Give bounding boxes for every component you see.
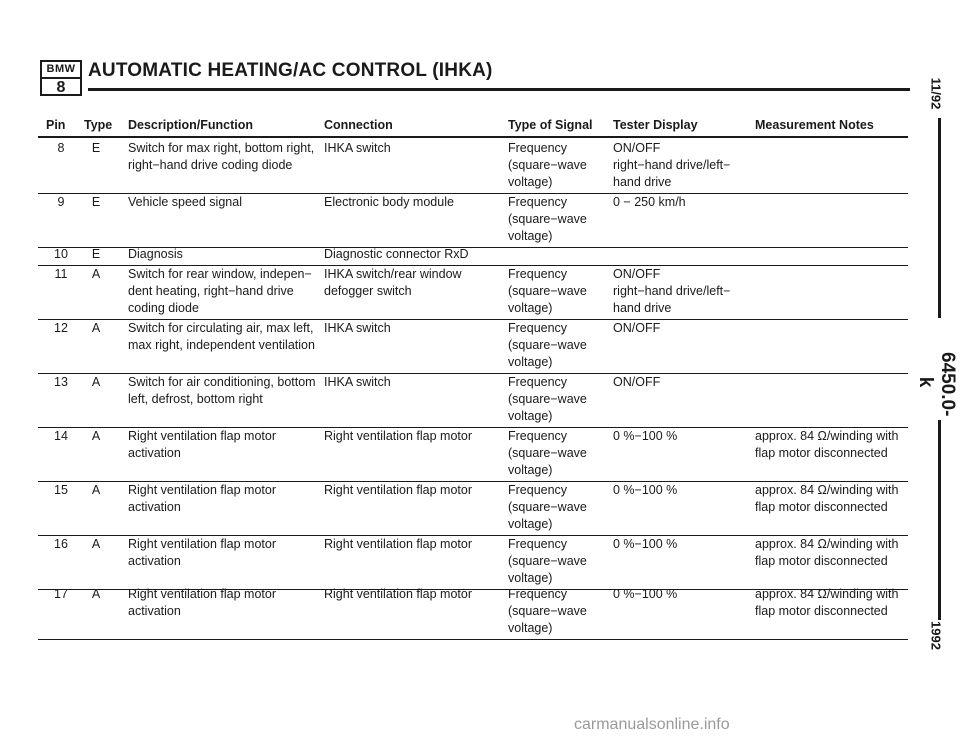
pin-cell: 17 [54,587,68,601]
connection-cell-line: IHKA switch [324,141,391,155]
description-cell [128,320,315,354]
connection-cell-line: Diagnostic connector RxD [324,247,469,261]
connection-cell-line: defogger switch [324,284,412,298]
description-cell [128,536,276,570]
header-tester-display: Tester Display [613,118,698,132]
tester-display-cell [613,266,730,317]
signal-cell-line: voltage) [508,571,553,585]
signal-cell-line: Frequency [508,587,568,601]
bmw-logo [40,60,82,96]
signal-cell-line: voltage) [508,175,553,189]
description-cell-line: activation [128,554,181,568]
tester-display-cell-line: ON/OFF [613,375,661,389]
description-cell-line: right−hand drive coding diode [128,158,293,172]
measurement-notes-cell-line: approx. 84 Ω/winding with [755,537,899,551]
tester-display-cell [613,374,660,391]
header-measurement-notes: Measurement Notes [755,118,874,132]
description-cell-line: Right ventilation flap motor [128,537,276,551]
connection-cell-line: Electronic body module [324,195,454,209]
logo-series-number: 8 [56,79,66,96]
description-cell-line: Right ventilation flap motor [128,483,276,497]
measurement-notes-cell-line: approx. 84 Ω/winding with [755,483,899,497]
signal-cell-line: Frequency [508,321,568,335]
connection-cell [324,320,391,337]
signal-cell-line: (square−wave [508,446,587,460]
connection-cell-line: Right ventilation flap motor [324,429,472,443]
measurement-notes-cell [755,536,898,570]
description-cell-line: activation [128,500,181,514]
signal-cell-line: (square−wave [508,158,587,172]
pin-cell: 15 [54,483,68,497]
description-cell [128,140,314,174]
pin-cell: 14 [54,429,68,443]
description-cell [128,266,312,317]
connection-cell [324,246,469,263]
page-title: AUTOMATIC HEATING/AC CONTROL (IHKA) [88,60,493,81]
signal-cell-line: Frequency [508,141,568,155]
measurement-notes-cell-line: approx. 84 Ω/winding with [755,587,899,601]
tester-display-cell-line: 0 − 250 km/h [613,195,686,209]
pin-cell: 11 [54,267,68,281]
tester-display-cell-line: 0 %−100 % [613,483,678,497]
signal-cell-line: Frequency [508,267,568,281]
header-pin: Pin [46,118,66,132]
connection-cell [324,140,391,157]
description-cell [128,586,276,620]
measurement-notes-cell [755,482,898,516]
connection-cell [324,482,472,499]
tester-display-cell [613,320,660,337]
type-cell: A [91,483,101,497]
description-cell-line: left, defrost, bottom right [128,392,263,406]
pin-cell: 13 [54,375,68,389]
type-cell: E [91,195,101,209]
header-description: Description/Function [128,118,253,132]
signal-cell [508,586,587,637]
description-cell-line: Switch for circulating air, max left, [128,321,314,335]
measurement-notes-cell-line: flap motor disconnected [755,500,888,514]
type-cell: A [91,375,101,389]
signal-cell-line: (square−wave [508,284,587,298]
watermark: carmanualsonline.info [574,716,730,733]
tester-display-cell-line: right−hand drive/left− [613,284,731,298]
description-cell [128,374,316,408]
measurement-notes-cell-line: flap motor disconnected [755,554,888,568]
type-cell: E [91,141,101,155]
connection-cell [324,428,472,445]
description-cell-line: activation [128,446,181,460]
connection-cell-line: Right ventilation flap motor [324,537,472,551]
type-cell: A [91,429,101,443]
measurement-notes-cell-line: flap motor disconnected [755,604,888,618]
tester-display-cell [613,482,677,499]
pin-cell: 16 [54,537,68,551]
tester-display-cell-line: 0 %−100 % [613,429,678,443]
signal-cell-line: voltage) [508,301,553,315]
type-cell: E [91,247,101,261]
signal-cell [508,536,587,587]
pin-cell: 8 [57,141,65,155]
signal-cell [508,482,587,533]
tester-display-cell-line: 0 %−100 % [613,587,678,601]
signal-cell [508,266,587,317]
signal-cell-line: (square−wave [508,500,587,514]
tester-display-cell-line: hand drive [613,175,672,189]
pin-cell: 12 [54,321,68,335]
signal-cell-line: Frequency [508,195,568,209]
connection-cell-line: Right ventilation flap motor [324,587,472,601]
description-cell-line: Vehicle speed signal [128,195,242,209]
measurement-notes-cell-line: approx. 84 Ω/winding with [755,429,899,443]
signal-cell [508,194,587,245]
header-signal: Type of Signal [508,118,593,132]
signal-cell-line: (square−wave [508,212,587,226]
signal-cell-line: (square−wave [508,392,587,406]
signal-cell-line: voltage) [508,463,553,477]
signal-cell [508,428,587,479]
side-bar-top [938,118,941,318]
signal-cell-line: voltage) [508,621,553,635]
type-cell: A [91,321,101,335]
header-rule [38,136,908,138]
connection-cell-line: IHKA switch/rear window [324,267,462,281]
signal-cell [508,140,587,191]
description-cell-line: Switch for rear window, indepen− [128,267,312,281]
type-cell: A [91,587,101,601]
header-connection: Connection [324,118,393,132]
tester-display-cell-line: ON/OFF [613,321,661,335]
logo-brand-text: BMW [42,62,80,79]
pin-cell: 10 [54,247,68,261]
signal-cell-line: (square−wave [508,338,587,352]
signal-cell-line: Frequency [508,375,568,389]
tester-display-cell-line: ON/OFF [613,141,661,155]
description-cell-line: Right ventilation flap motor [128,429,276,443]
signal-cell [508,374,587,425]
measurement-notes-cell-line: flap motor disconnected [755,446,888,460]
connection-cell-line: IHKA switch [324,375,391,389]
tester-display-cell-line: right−hand drive/left− [613,158,731,172]
tester-display-cell [613,140,730,191]
description-cell [128,246,183,263]
signal-cell-line: Frequency [508,429,568,443]
tester-display-cell-line: ON/OFF [613,267,661,281]
description-cell-line: coding diode [128,301,199,315]
connection-cell [324,194,454,211]
type-cell: A [91,267,101,281]
type-cell: A [91,537,101,551]
signal-cell-line: voltage) [508,229,553,243]
description-cell-line: Right ventilation flap motor [128,587,276,601]
description-cell [128,482,276,516]
description-cell-line: activation [128,604,181,618]
pin-cell: 9 [57,195,65,209]
side-bar-bottom [938,420,941,620]
connection-cell [324,586,472,603]
tester-display-cell-line: hand drive [613,301,672,315]
description-cell-line: Switch for max right, bottom right, [128,141,315,155]
tester-display-cell [613,428,677,445]
signal-cell [508,320,587,371]
tester-display-cell [613,194,686,211]
signal-cell-line: voltage) [508,517,553,531]
connection-cell-line: Right ventilation flap motor [324,483,472,497]
description-cell [128,194,242,211]
signal-cell-line: (square−wave [508,604,587,618]
description-cell [128,428,276,462]
connection-cell [324,266,462,300]
description-cell-line: dent heating, right−hand drive [128,284,294,298]
side-doc-number: 6450.0-k [915,352,958,417]
description-cell-line: max right, independent ventilation [128,338,315,352]
signal-cell-line: Frequency [508,483,568,497]
side-year: 1992 [928,621,944,650]
description-cell-line: Switch for air conditioning, bottom [128,375,316,389]
connection-cell [324,536,472,553]
signal-cell-line: Frequency [508,537,568,551]
side-date: 11/92 [928,77,944,110]
connection-cell [324,374,391,391]
signal-cell-line: (square−wave [508,554,587,568]
signal-cell-line: voltage) [508,355,553,369]
header-type: Type [84,118,113,132]
tester-display-cell [613,586,677,603]
measurement-notes-cell [755,586,898,620]
row-divider [38,639,908,640]
title-rule [88,88,910,91]
tester-display-cell-line: 0 %−100 % [613,537,678,551]
signal-cell-line: voltage) [508,409,553,423]
description-cell-line: Diagnosis [128,247,183,261]
connection-cell-line: IHKA switch [324,321,391,335]
measurement-notes-cell [755,428,898,462]
tester-display-cell [613,536,677,553]
